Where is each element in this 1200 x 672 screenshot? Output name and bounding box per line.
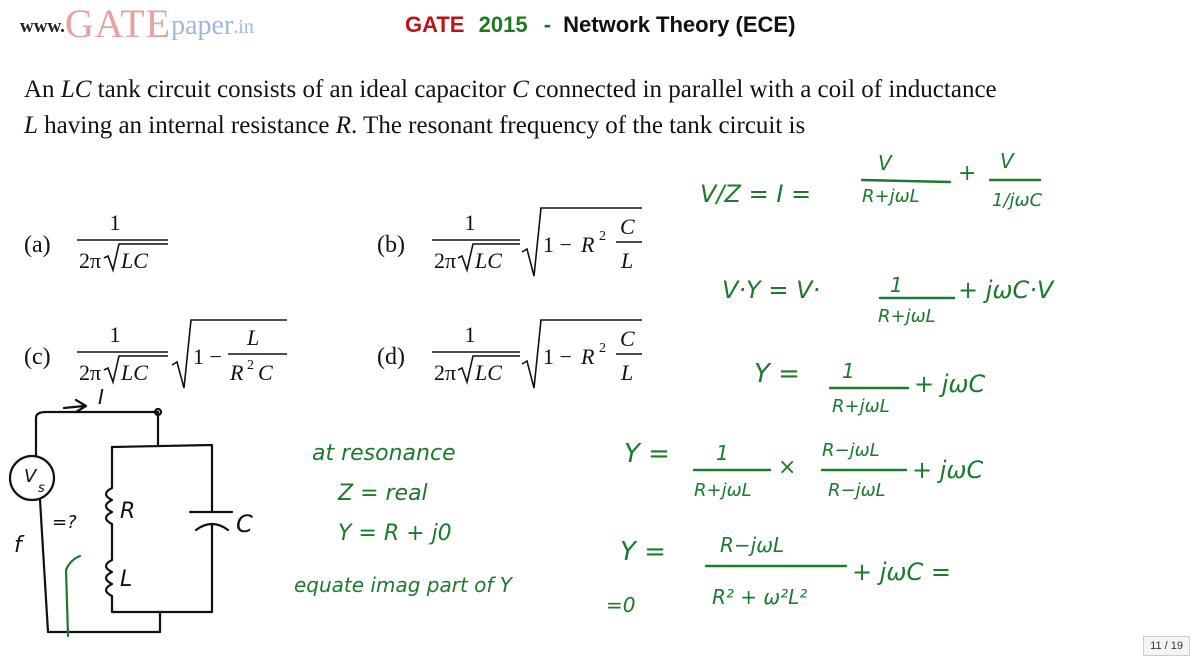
site-gate: GATE — [64, 1, 172, 46]
note-eq4-den1: R+jωL — [694, 480, 752, 501]
capacitor-label: C — [236, 510, 253, 538]
svg-text:1: 1 — [109, 210, 121, 235]
svg-text:2π: 2π — [434, 248, 457, 273]
note-eq2-tail: + jωC·V — [958, 276, 1054, 304]
svg-text:1: 1 — [109, 322, 121, 347]
note-eq4: Y = — [624, 439, 670, 469]
inductor-label: L — [120, 567, 133, 592]
svg-text:R: R — [581, 344, 595, 369]
svg-text:R: R — [230, 360, 244, 385]
svg-text:2: 2 — [599, 229, 606, 244]
current-label: I — [98, 385, 104, 409]
resistor-label: R — [120, 499, 136, 524]
svg-text:L: L — [247, 325, 260, 350]
note-eq5-num: R−jωL — [720, 533, 785, 557]
note-resonance: at resonance — [312, 441, 456, 466]
option-b-label: (b) — [377, 232, 405, 258]
exam-name: GATE — [405, 12, 465, 37]
svg-text:LC: LC — [121, 248, 148, 273]
note-eq5-zero: =0 — [606, 593, 636, 617]
svg-text:+: + — [958, 161, 977, 186]
note-eq1-num1: V — [878, 151, 892, 175]
svg-text:R: R — [581, 232, 595, 257]
svg-text:C: C — [620, 326, 635, 351]
svg-text:1 −: 1 − — [543, 232, 572, 257]
svg-text:C: C — [620, 214, 635, 239]
note-eq3: Y = — [754, 359, 800, 389]
question-text: An LC tank circuit consists of an ideal capacitor C connected in parallel with a coil of inductance L having an internal resistance R. The resonant frequency of the tank circuit is — [24, 76, 997, 139]
svg-text:1: 1 — [464, 210, 476, 235]
svg-text:L: L — [621, 248, 634, 273]
svg-text:C: C — [258, 360, 273, 385]
note-eq2-num: 1 — [890, 273, 903, 297]
note-eq5-tail: + jωC = — [852, 558, 951, 586]
title-dash: - — [543, 12, 552, 37]
note-eq3-den: R+jωL — [832, 396, 890, 417]
note-eq3-num: 1 — [842, 359, 855, 383]
note-eq4-tail: + jωC — [912, 456, 984, 484]
note-eq4-times: × — [778, 455, 797, 480]
svg-text:L: L — [621, 360, 634, 385]
option-a-label: (a) — [24, 232, 51, 258]
svg-text:1 −: 1 − — [193, 344, 222, 369]
note-eq4-den2: R−jωL — [828, 480, 886, 501]
option-d-label: (d) — [377, 344, 405, 370]
note-eq5: Y = — [620, 537, 666, 567]
svg-text:LC: LC — [475, 360, 502, 385]
frequency-label: f — [14, 533, 22, 558]
svg-text:2π: 2π — [79, 360, 102, 385]
note-y: Y = R + j0 — [338, 521, 452, 546]
note-eq1-den2: 1/jωC — [992, 190, 1043, 211]
note-eq2: V·Y = V· — [722, 276, 821, 304]
source-label: V — [24, 466, 37, 487]
site-tld: .in — [233, 16, 254, 38]
exam-year: 2015 — [478, 12, 528, 37]
site-paper: paper — [171, 10, 234, 41]
note-eq1-den1: R+jωL — [862, 186, 920, 207]
svg-text:LC: LC — [121, 360, 148, 385]
note-eq1: V/Z = I = — [700, 180, 812, 208]
frequency-question: =? — [52, 512, 77, 533]
svg-text:1 −: 1 − — [543, 344, 572, 369]
note-eq4-num2: R−jωL — [822, 440, 880, 461]
svg-text:2π: 2π — [434, 360, 457, 385]
option-c-label: (c) — [24, 344, 51, 370]
note-eq5-den: R² + ω²L² — [712, 585, 808, 609]
site-www: www. — [20, 16, 65, 37]
source-subscript: s — [38, 481, 45, 496]
note-eq3-tail: + jωC — [914, 370, 986, 398]
svg-text:1: 1 — [464, 322, 476, 347]
page-indicator: 11 / 19 — [1143, 636, 1190, 656]
svg-text:2: 2 — [599, 341, 606, 356]
subject: Network Theory (ECE) — [563, 12, 796, 37]
note-eq4-num1: 1 — [716, 441, 729, 465]
note-eq1-num2: V — [1000, 149, 1014, 173]
svg-text:LC: LC — [475, 248, 502, 273]
svg-text:2π: 2π — [79, 248, 102, 273]
note-equate: equate imag part of Y — [294, 573, 513, 597]
svg-text:2: 2 — [247, 358, 254, 373]
note-z-real: Z = real — [338, 481, 428, 506]
note-eq2-den: R+jωL — [878, 306, 936, 327]
